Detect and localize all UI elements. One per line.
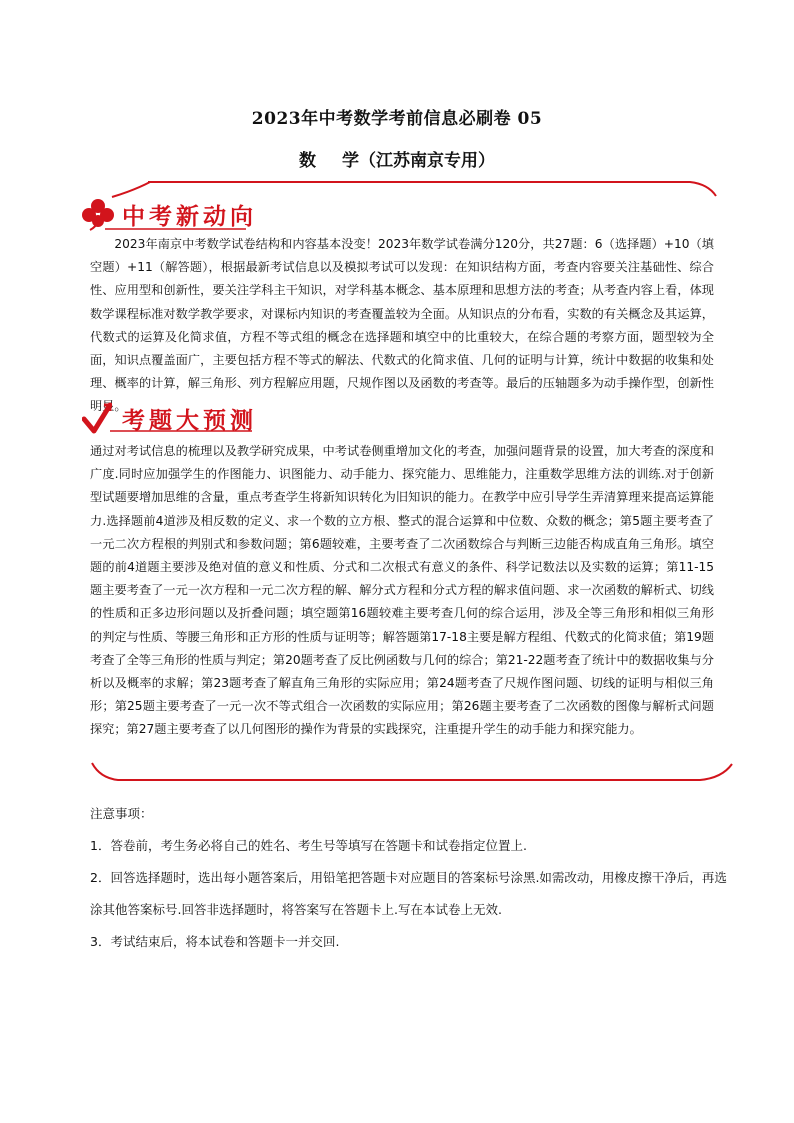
checkmark-icon [82, 401, 112, 435]
subject-right: 学（江苏南京专用） [342, 151, 495, 171]
notes-heading: 注意事项： [90, 806, 153, 821]
section-heading-label: 中考新动向 [122, 203, 257, 230]
frame-bottom-curve [92, 763, 732, 780]
subject-left: 数 [299, 151, 316, 171]
section-body-trends: 2023年南京中考数学试卷结构和内容基本没变！2023年数学试卷满分120分，共27题：6（选择题）+10（填空题）+11（解答题），根据最新考试信息以及模拟考试可以发现：在知识结构方面，考查内容要关注基础性、综合性、应用型和创新性，要关注学科主干知识，对学科基本概念、基本原理和思想方法的考查；从考查内容上看，体现数学课程标准对数学教学要求，对课标内知识的考查覆盖较为全面。从知识点的分布看，实数的有关概念及其运算，代数式的运算及化简求值，方程不等式组的概念在选择题和填空中的比重较大，在综合题的考察方面，题型较为全面，知识点覆盖面广，主要包括方程不等式的解法、代数式的化简求值、几何的证明与计算，统计中数据的收集和处理、概率的计算，解三角形、列方程解应用题，尺规作图以及函数的考查等。最后的压轴题多为动手操作型，创新性明显。 [90, 237, 714, 414]
section-body-forecast: 通过对考试信息的梳理以及教学研究成果，中考试卷侧重增加文化的考查，加强问题背景的设置，加大考查的深度和广度.同时应加强学生的作图能力、识图能力、动手能力、探究能力、思维能力，注重数学思维方法的训练.对于创新型试题要增加思维的含量，重点考查学生将新知识转化为旧知识的能力。在教学中应引导学生弄清算理来提高运算能力.选择题前4道涉及相反数的定义、求一个数的立方根、整式的混合运算和中位数、众数的概念；第5题主要考查了一元二次方程根的判别式和参数问题；第6题较难，主要考查了二次函数综合与判断三边能否构成直角三角形。填空题的前4道题主要涉及绝对值的意义和性质、分式和二次根式有意义的条件、科学记数法以及实数的运算；第11-15题主要考查了一元一次方程和一元二次方程的解、解分式方程和分式方程的解求值问题、求一次函数的解析式、切线的性质和正多边形问题以及折叠问题；填空题第16题较难主要考查几何的综合运用，涉及全等三角形和相似三角形的判定与性质、等腰三角形和正方形的性质与证明等；解答题第17-18主要是解方程组、代数式的化简求值；第19题考查了全等三角形的性质与判定；第20题考查了反比例函数与几何的综合；第21-22题考查了统计中的数据收集与分析以及概率的求解；第23题考查了解直角三角形的实际应用；第24题考查了尺规作图问题、切线的证明与相似三角形；第25题主要考查了一元一次不等式组合一次函数的实际应用；第26题主要考查了二次函数的图像与解析式问题探究；第27题主要考查了以几何图形的操作为背景的实践探究，注重提升学生的动手能力和探究能力。 [90, 444, 714, 737]
notes-item-2: 2．回答选择题时，选出每小题答案后，用铅笔把答题卡对应题目的答案标号涂黑.如需改动，用橡皮擦干净后，再选涂其他答案标号.回答非选择题时，将答案写在答题卡上.写在本试卷上无效. [90, 870, 727, 917]
notes-block [90, 798, 730, 958]
notes-item-1: 1．答卷前，考生务必将自己的姓名、考生号等填写在答题卡和试卷指定位置上. [90, 838, 527, 853]
section-heading-label: 考题大预测 [122, 407, 257, 434]
frame-top-curve [112, 182, 716, 197]
clover-icon [80, 197, 116, 231]
page-title: 2023年中考数学考前信息必刷卷 05 [251, 109, 543, 129]
notes-item-3: 3．考试结束后，将本试卷和答题卡一并交回. [90, 934, 340, 949]
page-subtitle [0, 146, 794, 171]
section-heading-forecast [82, 401, 257, 435]
section-heading-trends [80, 197, 257, 231]
